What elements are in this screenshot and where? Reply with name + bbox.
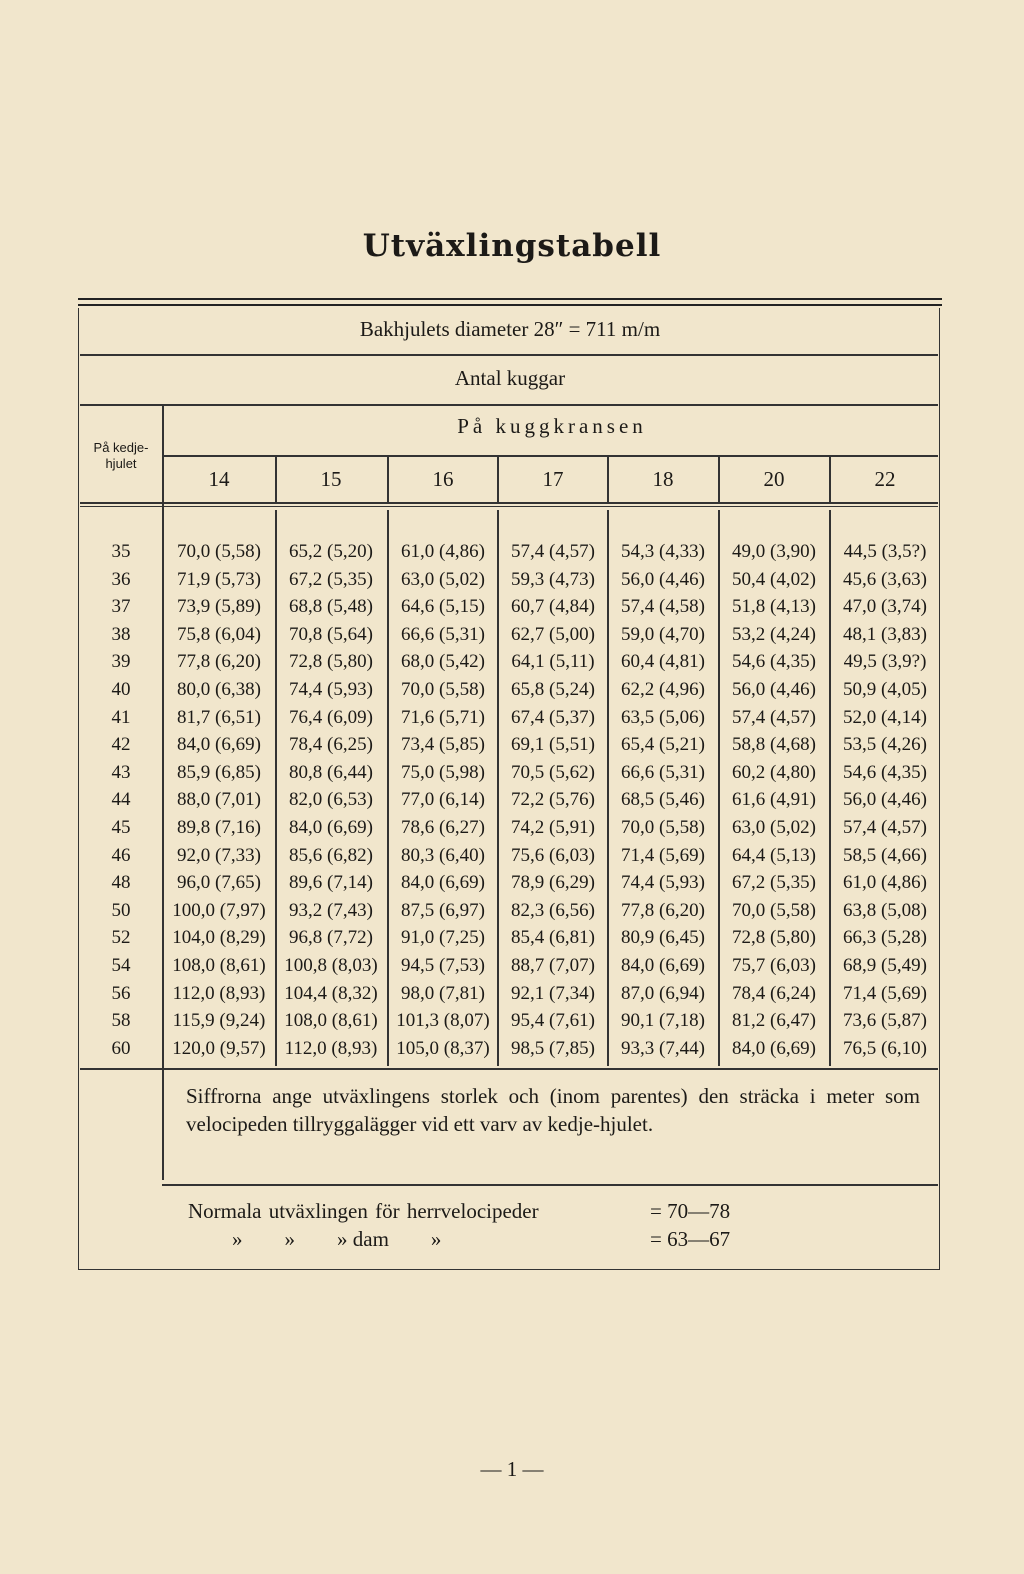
table-cell: 56,0 (4,46) — [621, 569, 705, 590]
table-cell: 75,0 (5,98) — [401, 762, 485, 783]
table-cell: 59,3 (4,73) — [511, 569, 595, 590]
table-cell: 84,0 (6,69) — [289, 817, 373, 838]
table-cell: 66,6 (5,31) — [401, 624, 485, 645]
table-cell: 72,8 (5,80) — [289, 651, 373, 672]
table-cell: 74,4 (5,93) — [289, 679, 373, 700]
table-cell: 70,8 (5,64) — [289, 624, 373, 645]
row-label: 52 — [111, 927, 131, 948]
table-cell: 57,4 (4,57) — [732, 707, 816, 728]
table-cell: 104,4 (8,32) — [284, 983, 378, 1004]
table-cell: 75,8 (6,04) — [177, 624, 261, 645]
table-cell: 120,0 (9,57) — [172, 1038, 266, 1059]
table-cell: 70,0 (5,58) — [401, 679, 485, 700]
table-cell: 61,6 (4,91) — [732, 789, 816, 810]
column-divider — [275, 456, 277, 502]
table-cell: 60,7 (4,84) — [511, 596, 595, 617]
row-label: 37 — [111, 596, 131, 617]
table-cell: 70,5 (5,62) — [511, 762, 595, 783]
table-cell: 57,4 (4,57) — [511, 541, 595, 562]
header-bottom-rule-2 — [80, 506, 938, 507]
row-label: 39 — [111, 651, 131, 672]
table-cell: 80,3 (6,40) — [401, 845, 485, 866]
table-cell: 72,8 (5,80) — [732, 927, 816, 948]
table-cell: 91,0 (7,25) — [401, 927, 485, 948]
table-cell: 85,9 (6,85) — [177, 762, 261, 783]
table-cell: 68,8 (5,48) — [289, 596, 373, 617]
table-cell: 78,6 (6,27) — [401, 817, 485, 838]
table-cell: 98,5 (7,85) — [511, 1038, 595, 1059]
page-title: Utväxlingstabell — [362, 228, 662, 264]
table-cell: 63,0 (5,02) — [732, 817, 816, 838]
table-cell: 65,2 (5,20) — [289, 541, 373, 562]
table-cell: 71,4 (5,69) — [621, 845, 705, 866]
page-number: — 1 — — [480, 1457, 544, 1481]
table-cell: 105,0 (8,37) — [396, 1038, 490, 1059]
header-bottom-rule-1 — [80, 502, 938, 504]
table-cell: 80,9 (6,45) — [621, 927, 705, 948]
table-cell: 96,0 (7,65) — [177, 872, 261, 893]
table-cell: 66,3 (5,28) — [843, 927, 927, 948]
table-cell: 54,6 (4,35) — [732, 651, 816, 672]
diameter-caption: Bakhjulets diameter 28″ = 711 m/m — [359, 317, 661, 341]
kedjehjulet-label-line2: hjulet — [105, 456, 137, 471]
table-cell: 68,5 (5,46) — [621, 789, 705, 810]
row-label: 54 — [111, 955, 131, 976]
table-cell: 67,4 (5,37) — [511, 707, 595, 728]
table-cell: 60,2 (4,80) — [732, 762, 816, 783]
table-cell: 49,0 (3,90) — [732, 541, 816, 562]
table-cell: 73,6 (5,87) — [843, 1010, 927, 1031]
table-cell: 82,0 (6,53) — [289, 789, 373, 810]
table-cell: 112,0 (8,93) — [172, 983, 266, 1004]
table-cell: 64,6 (5,15) — [401, 596, 485, 617]
table-cell: 56,0 (4,46) — [732, 679, 816, 700]
row-label: 45 — [111, 817, 131, 838]
table-cell: 70,0 (5,58) — [621, 817, 705, 838]
row-label: 43 — [111, 762, 131, 783]
table-cell: 49,5 (3,9?) — [843, 651, 927, 672]
explanation-note: Siffrorna ange utväxlingens storlek och (inom parentes) den sträcka i meter som velocipeden tillryggalägger vid ett varv av kedje-hjulet. — [186, 1084, 920, 1136]
table-cell: 74,2 (5,91) — [511, 817, 595, 838]
normal-dam-value: = 63—67 — [650, 1227, 731, 1251]
table-cell: 64,1 (5,11) — [511, 651, 595, 672]
table-cell: 75,6 (6,03) — [511, 845, 595, 866]
top-double-rule-1 — [78, 298, 942, 300]
table-cell: 70,0 (5,58) — [732, 900, 816, 921]
table-cell: 53,2 (4,24) — [732, 624, 816, 645]
table-cell: 61,0 (4,86) — [401, 541, 485, 562]
table-cell: 88,7 (7,07) — [511, 955, 595, 976]
table-cell: 64,4 (5,13) — [732, 845, 816, 866]
table-cell: 62,2 (4,96) — [621, 679, 705, 700]
table-cell: 50,9 (4,05) — [843, 679, 927, 700]
table-cell: 104,0 (8,29) — [172, 927, 266, 948]
table-cell: 89,6 (7,14) — [289, 872, 373, 893]
row-label: 46 — [111, 845, 131, 866]
note-divider — [162, 1068, 164, 1180]
normal-herr-value: = 70—78 — [650, 1199, 731, 1223]
table-cell: 75,7 (6,03) — [732, 955, 816, 976]
antal-kuggar-caption: Antal kuggar — [454, 366, 566, 390]
table-cell: 72,2 (5,76) — [511, 789, 595, 810]
table-cell: 65,4 (5,21) — [621, 734, 705, 755]
table-cell: 73,9 (5,89) — [177, 596, 261, 617]
table-cell: 63,8 (5,08) — [843, 900, 927, 921]
table-cell: 54,3 (4,33) — [621, 541, 705, 562]
table-cell: 57,4 (4,57) — [843, 817, 927, 838]
table-cell: 77,8 (6,20) — [177, 651, 261, 672]
column-header: 16 — [432, 467, 454, 491]
table-bottom-rule — [80, 1068, 938, 1070]
table-cell: 108,0 (8,61) — [284, 1010, 378, 1031]
table-cell: 96,8 (7,72) — [289, 927, 373, 948]
table-cell: 94,5 (7,53) — [401, 955, 485, 976]
row-label: 36 — [111, 569, 131, 590]
table-cell: 67,2 (5,35) — [289, 569, 373, 590]
table-cell: 81,7 (6,51) — [177, 707, 261, 728]
column-header: 15 — [320, 467, 342, 491]
table-cell: 115,9 (9,24) — [172, 1010, 266, 1031]
table-cell: 84,0 (6,69) — [177, 734, 261, 755]
table-cell: 87,5 (6,97) — [401, 900, 485, 921]
table-cell: 101,3 (8,07) — [396, 1010, 490, 1031]
table-cell: 61,0 (4,86) — [843, 872, 927, 893]
table-cell: 53,5 (4,26) — [843, 734, 927, 755]
table-cell: 73,4 (5,85) — [401, 734, 485, 755]
row-label: 60 — [111, 1038, 131, 1059]
table-cell: 93,3 (7,44) — [621, 1038, 705, 1059]
table-cell: 81,2 (6,47) — [732, 1010, 816, 1031]
row-label: 50 — [111, 900, 131, 921]
row-label: 58 — [111, 1010, 131, 1031]
table-cell: 82,3 (6,56) — [511, 900, 595, 921]
table-cell: 52,0 (4,14) — [843, 707, 927, 728]
table-cell: 66,6 (5,31) — [621, 762, 705, 783]
table-cell: 58,8 (4,68) — [732, 734, 816, 755]
row-label: 48 — [111, 872, 131, 893]
table-cell: 88,0 (7,01) — [177, 789, 261, 810]
table-cell: 95,4 (7,61) — [511, 1010, 595, 1031]
kedjehjulet-label — [80, 440, 162, 472]
table-cell: 78,4 (6,25) — [289, 734, 373, 755]
row-label: 35 — [111, 541, 131, 562]
table-cell: 74,4 (5,93) — [621, 872, 705, 893]
header-rule-1 — [80, 354, 938, 356]
table-cell: 48,1 (3,83) — [843, 624, 927, 645]
table-cell: 112,0 (8,93) — [284, 1038, 378, 1059]
row-label: 40 — [111, 679, 131, 700]
column-header: 20 — [763, 467, 785, 491]
column-divider — [718, 456, 720, 502]
row-label: 44 — [111, 789, 131, 810]
header-rule-2 — [80, 404, 938, 406]
table-cell: 108,0 (8,61) — [172, 955, 266, 976]
row-label: 38 — [111, 624, 131, 645]
table-cell: 71,6 (5,71) — [401, 707, 485, 728]
column-divider — [387, 456, 389, 502]
column-header: 22 — [874, 467, 896, 491]
table-cell: 67,2 (5,35) — [732, 872, 816, 893]
table-cell: 60,4 (4,81) — [621, 651, 705, 672]
table-cell: 76,4 (6,09) — [289, 707, 373, 728]
table-cell: 85,6 (6,82) — [289, 845, 373, 866]
table-cell: 77,0 (6,14) — [401, 789, 485, 810]
note-bottom-rule — [162, 1184, 938, 1186]
table-cell: 68,9 (5,49) — [843, 955, 927, 976]
table-cell: 80,8 (6,44) — [289, 762, 373, 783]
header-rule-3 — [164, 455, 938, 457]
table-cell: 90,1 (7,18) — [621, 1010, 705, 1031]
table-cell: 78,9 (6,29) — [511, 872, 595, 893]
table-cell: 50,4 (4,02) — [732, 569, 816, 590]
table-cell: 87,0 (6,94) — [621, 983, 705, 1004]
table-cell: 84,0 (6,69) — [401, 872, 485, 893]
table-cell: 98,0 (7,81) — [401, 983, 485, 1004]
column-divider — [829, 456, 831, 502]
top-double-rule-2 — [78, 304, 942, 306]
table-cell: 84,0 (6,69) — [621, 955, 705, 976]
table-cell: 57,4 (4,58) — [621, 596, 705, 617]
table-cell: 70,0 (5,58) — [177, 541, 261, 562]
column-divider — [497, 456, 499, 502]
column-header: 14 — [208, 467, 230, 491]
table-cell: 92,1 (7,34) — [511, 983, 595, 1004]
table-cell: 77,8 (6,20) — [621, 900, 705, 921]
table-cell: 76,5 (6,10) — [843, 1038, 927, 1059]
column-divider — [607, 456, 609, 502]
table-cell: 62,7 (5,00) — [511, 624, 595, 645]
table-cell: 80,0 (6,38) — [177, 679, 261, 700]
table-cell: 58,5 (4,66) — [843, 845, 927, 866]
row-label: 56 — [111, 983, 131, 1004]
table-cell: 63,0 (5,02) — [401, 569, 485, 590]
table-cell: 63,5 (5,06) — [621, 707, 705, 728]
normal-herr-label: Normala utväxlingen för herrvelocipeder — [188, 1199, 539, 1223]
table-cell: 44,5 (3,5?) — [843, 541, 927, 562]
row-label: 41 — [111, 707, 131, 728]
table-cell: 78,4 (6,24) — [732, 983, 816, 1004]
table-cell: 84,0 (6,69) — [732, 1038, 816, 1059]
kuggkransen-caption: På kuggkransen — [457, 414, 647, 438]
table-cell: 69,1 (5,51) — [511, 734, 595, 755]
table-cell: 45,6 (3,63) — [843, 569, 927, 590]
table-cell: 71,4 (5,69) — [843, 983, 927, 1004]
table-cell: 54,6 (4,35) — [843, 762, 927, 783]
table-cell: 56,0 (4,46) — [843, 789, 927, 810]
table-cell: 65,8 (5,24) — [511, 679, 595, 700]
column-header: 17 — [542, 467, 564, 491]
table-cell: 100,0 (7,97) — [172, 900, 266, 921]
table-cell: 100,8 (8,03) — [284, 955, 378, 976]
table-cell: 71,9 (5,73) — [177, 569, 261, 590]
table-cell: 85,4 (6,81) — [511, 927, 595, 948]
table-cell: 93,2 (7,43) — [289, 900, 373, 921]
kedjehjulet-label-line1: På kedje- — [93, 440, 149, 455]
table-cell: 51,8 (4,13) — [732, 596, 816, 617]
table-cell: 89,8 (7,16) — [177, 817, 261, 838]
row-label: 42 — [111, 734, 131, 755]
table-cell: 92,0 (7,33) — [177, 845, 261, 866]
table-cell: 59,0 (4,70) — [621, 624, 705, 645]
table-cell: 68,0 (5,42) — [401, 651, 485, 672]
table-cell: 47,0 (3,74) — [843, 596, 927, 617]
normal-dam-label: » » » dam » — [232, 1227, 442, 1251]
column-header: 18 — [652, 467, 674, 491]
